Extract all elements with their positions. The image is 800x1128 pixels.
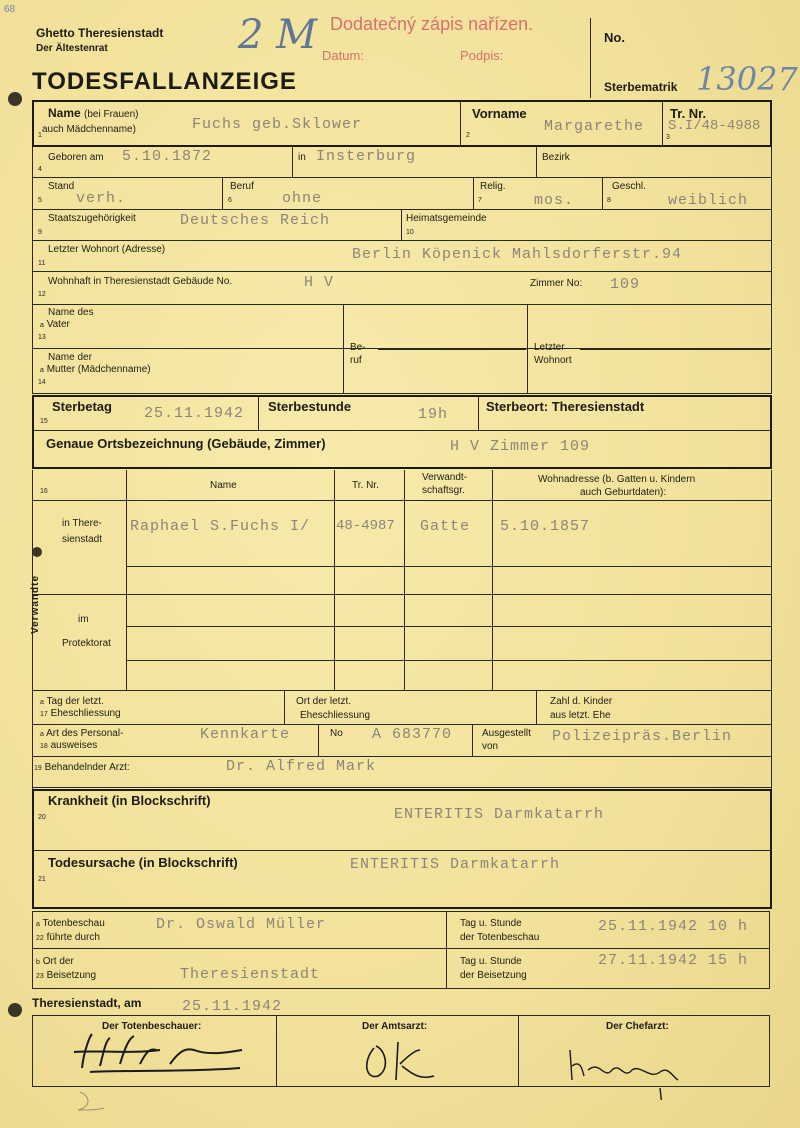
kinder-label2: aus letzt. Ehe: [550, 710, 611, 721]
id-no-label: No: [330, 728, 343, 739]
zimmer-value: 109: [610, 276, 641, 293]
staat-value: Deutsches Reich: [180, 212, 331, 229]
punch-hole: [8, 92, 22, 106]
staat-label: Staatszugehörigkeit: [48, 213, 136, 224]
id-no-value: A 683770: [372, 726, 453, 743]
stand-value: verh.: [76, 190, 127, 207]
tag-beschau-label2: der Totenbeschau: [460, 932, 540, 943]
stamp-title: Dodatečný zápis nařízen.: [330, 14, 534, 34]
mutter-label2: a Mutter (Mädchenname): [40, 364, 151, 375]
sterbestunde-label: Sterbestunde: [268, 399, 352, 414]
relig-value: mos.: [534, 192, 575, 209]
tag-beisetzung-value: 27.11.1942 15 h: [598, 952, 749, 969]
kinder-label: Zahl d. Kinder: [550, 696, 613, 707]
sterbestunde-value: 19h: [418, 406, 449, 423]
tag-beschau-value: 25.11.1942 10 h: [598, 918, 749, 935]
mutter-label: Name der: [48, 352, 92, 363]
stamp-podpis: Podpis:: [460, 48, 504, 63]
no-label: No.: [604, 30, 625, 45]
letzter-label2: Wohnort: [534, 355, 572, 366]
ortsbez-value: H V Zimmer 109: [450, 438, 591, 455]
art-label2: 18 ausweises: [40, 740, 98, 751]
trnr-label: Tr. Nr.: [670, 106, 707, 121]
geboren-value: 5.10.1872: [122, 148, 213, 165]
in-there-label2: sienstadt: [62, 534, 103, 545]
beruf-value: ohne: [282, 190, 323, 207]
col-adresse-header2: auch Geburtdaten):: [580, 487, 667, 498]
relative-trnr: 48-4987: [336, 518, 395, 534]
wohnhaft-value: H V: [304, 274, 335, 291]
ortsbez-label: Genaue Ortsbezeichnung (Gebäude, Zimmer): [46, 436, 326, 451]
in-label: in: [298, 152, 306, 163]
ort-beisetzung-label2: 23 Beisetzung: [36, 970, 97, 981]
signature-totenbeschauer: [70, 1030, 250, 1078]
marriage-tag-label2: 17 Eheschliessung: [40, 708, 121, 719]
ausgestellt-label: Ausgestellt: [482, 728, 531, 739]
bezirk-label: Bezirk: [542, 152, 570, 163]
letzter-label: Letzter: [534, 342, 565, 353]
name-label-note: auch Mädchenname): [42, 124, 136, 135]
im-label: im: [78, 614, 89, 625]
totenbeschau-value: Dr. Oswald Müller: [156, 916, 327, 933]
in-there-label: in There-: [62, 518, 102, 529]
trnr-value: S.I/48-4988: [668, 118, 761, 134]
geschl-label: Geschl.: [612, 181, 646, 192]
totenbeschau-label2: 22 führte durch: [36, 932, 100, 943]
doctor-label: 19 Behandelnder Arzt:: [34, 762, 130, 773]
place-date-value: 25.11.1942: [182, 998, 283, 1015]
relative-address: 5.10.1857: [500, 518, 591, 535]
pencil-mark: [70, 1088, 110, 1118]
beruf-label: Beruf: [230, 181, 254, 192]
relative-name: Raphael S.Fuchs I/: [130, 518, 311, 535]
ursache-label: Todesursache (in Blockschrift): [48, 855, 238, 870]
sterbematrik-value: 13027: [696, 60, 798, 98]
sterbeort-label: Sterbeort: Theresienstadt: [486, 399, 645, 414]
ausgestellt-label2: von: [482, 741, 499, 752]
marriage-tag-label: a Tag der letzt.: [40, 696, 104, 707]
corner-mark: 68: [4, 4, 16, 15]
sterbetag-label: Sterbetag: [52, 399, 112, 414]
signature-chefarzt: [560, 1040, 700, 1100]
col-name-header: Name: [210, 480, 237, 491]
vorname-value: Margarethe: [544, 118, 645, 135]
col-verwandt-header2: schaftsgr.: [422, 485, 465, 496]
beruf2-label: Be-: [350, 342, 366, 353]
krankheit-label: Krankheit (in Blockschrift): [48, 793, 211, 808]
col-adresse-header: Wohnadresse (b. Gatten u. Kindern: [538, 474, 696, 485]
form-title: TODESFALLANZEIGE: [32, 68, 297, 95]
sig1-label: Der Totenbeschauer:: [102, 1021, 202, 1032]
col-verwandt-header: Verwandt-: [422, 472, 468, 483]
relative-relation: Gatte: [420, 518, 471, 535]
heimat-label: Heimatsgemeinde: [406, 213, 487, 224]
vater-label: Name des: [48, 307, 94, 318]
art-value: Kennkarte: [200, 726, 291, 743]
marriage-ort-label2: Eheschliessung: [300, 710, 371, 721]
sterbematrik-label: Sterbematrik: [604, 80, 678, 94]
marriage-ort-label: Ort der letzt.: [296, 696, 352, 707]
art-label: a Art des Personal-: [40, 728, 124, 739]
ort-beisetzung-label: b Ort der: [36, 956, 74, 967]
protektorat-label: Protektorat: [62, 638, 111, 649]
council-name: Der Ältestenrat: [36, 43, 108, 54]
ausgestellt-value: Polizeipräs.Berlin: [552, 728, 733, 745]
vater-label2: a Vater: [40, 319, 70, 330]
sterbetag-value: 25.11.1942: [144, 405, 245, 422]
stand-label: Stand: [48, 181, 75, 192]
col-trnr-header: Tr. Nr.: [352, 480, 379, 491]
name-value: Fuchs geb.Sklower: [192, 116, 363, 133]
name-label: Name (bei Frauen): [48, 106, 139, 120]
doctor-value: Dr. Alfred Mark: [226, 758, 377, 775]
krankheit-value: ENTERITIS Darmkatarrh: [394, 806, 605, 823]
name-box: [32, 100, 772, 147]
death-box: [32, 395, 772, 469]
sig2-label: Der Amtsarzt:: [362, 1021, 428, 1032]
vorname-label: Vorname: [472, 106, 527, 121]
zimmer-label: Zimmer No:: [530, 278, 583, 289]
signature-amtsarzt: [360, 1036, 450, 1086]
geschl-value: weiblich: [668, 192, 749, 209]
wohnort-value: Berlin Köpenick Mahlsdorferstr.94: [352, 246, 683, 263]
tag-beschau-label: Tag u. Stunde: [460, 918, 522, 929]
relig-label: Relig.: [480, 181, 506, 192]
tag-beisetzung-label: Tag u. Stunde: [460, 956, 522, 967]
verwandte-side-label: Verwandte: [30, 574, 41, 634]
ursache-value: ENTERITIS Darmkatarrh: [350, 856, 561, 873]
beruf2-label2: ruf: [350, 355, 362, 366]
ghetto-name: Ghetto Theresienstadt: [36, 26, 164, 40]
place-date-label: Theresienstadt, am: [32, 996, 142, 1010]
totenbeschau-label: a Totenbeschau: [36, 918, 105, 929]
punch-hole: [8, 1003, 22, 1017]
wohnhaft-label: Wohnhaft in Theresienstadt Gebäude No.: [48, 276, 233, 287]
handwritten-mark: 2 M: [238, 12, 318, 58]
in-value: Insterburg: [316, 148, 417, 165]
ort-beisetzung-value: Theresienstadt: [180, 966, 321, 983]
tag-beisetzung-label2: der Beisetzung: [460, 970, 527, 981]
stamp-datum: Datum:: [322, 48, 364, 63]
wohnort-label: Letzter Wohnort (Adresse): [48, 244, 166, 255]
sig3-label: Der Chefarzt:: [606, 1021, 669, 1032]
geboren-label: Geboren am: [48, 152, 104, 163]
